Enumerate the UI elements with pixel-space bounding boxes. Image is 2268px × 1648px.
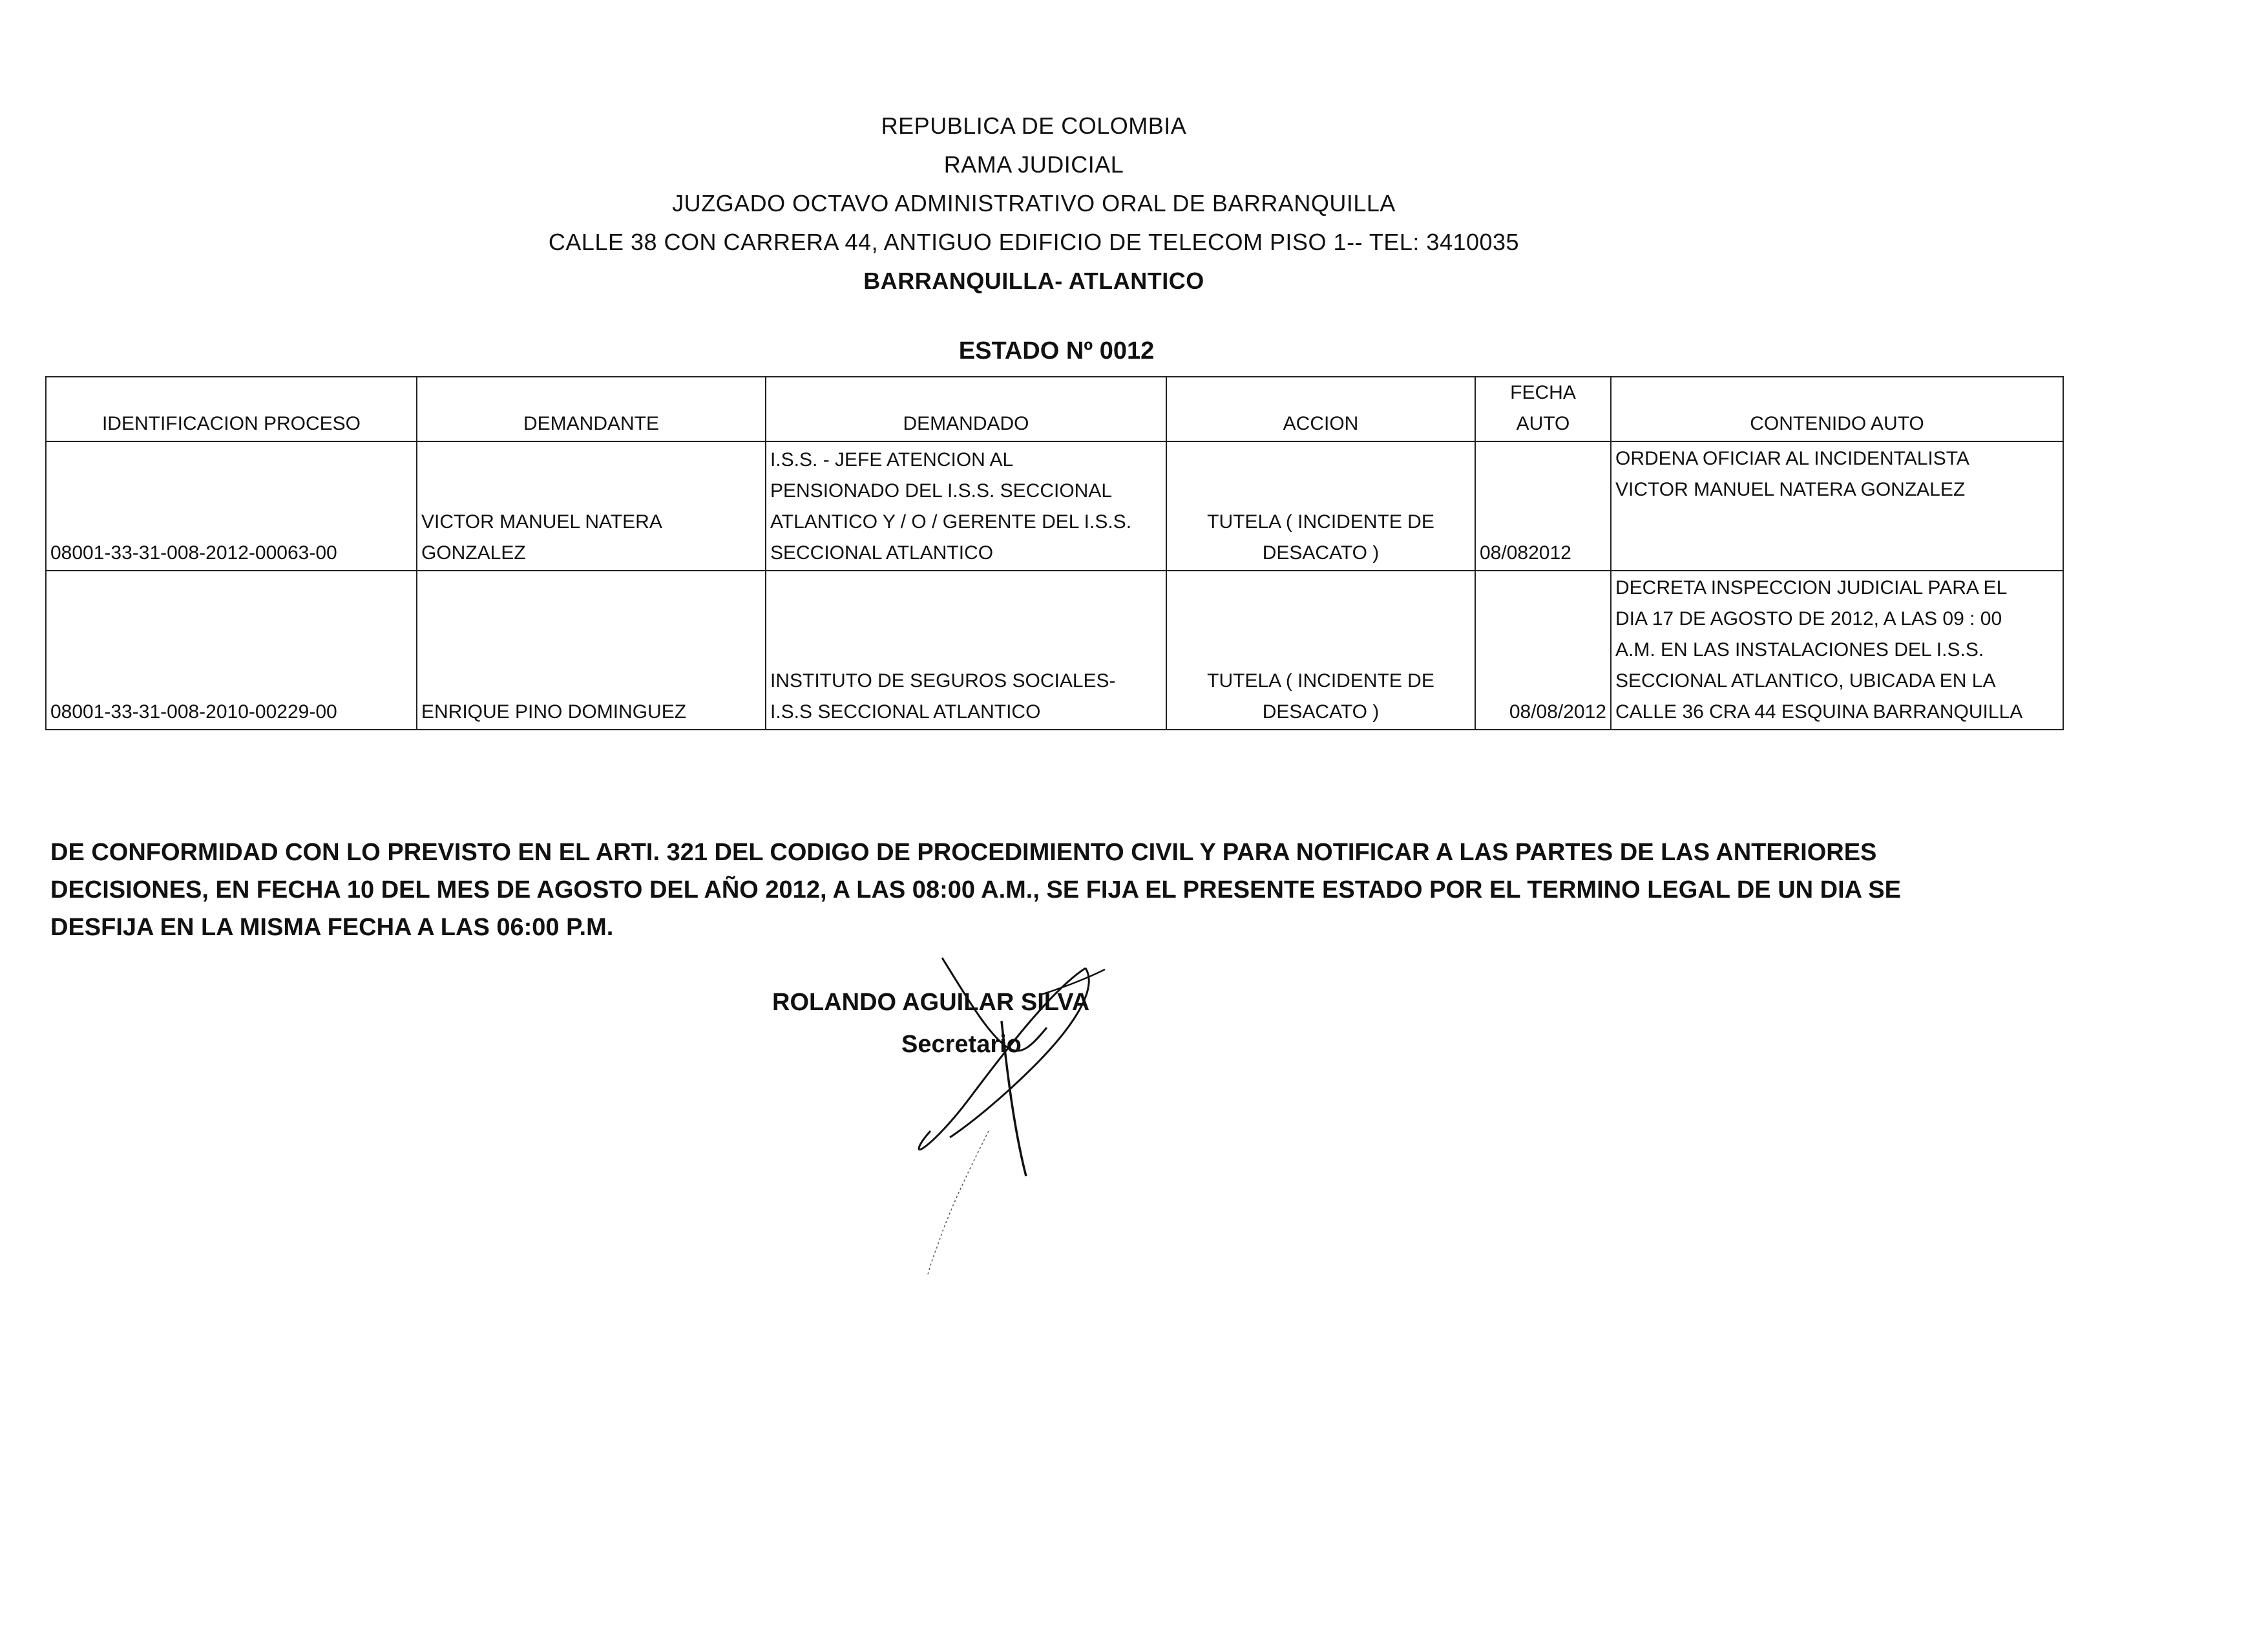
notice-line: DECISIONES, EN FECHA 10 DEL MES DE AGOSTO DEL AÑO 2012, A LAS 08:00 A.M., SE FIJA EL PRESENTE ESTADO POR EL TERMINO LEGAL DE UN DIA SE <box>50 876 1901 903</box>
header-city: BARRANQUILLA- ATLANTICO <box>863 268 1204 294</box>
cell-line: VICTOR MANUEL NATERA GONZALEZ <box>1615 479 1966 500</box>
cell-demandado <box>766 571 1166 730</box>
cell-accion <box>1166 441 1475 571</box>
handwritten-signature <box>892 950 1111 1280</box>
cell-identificacion: 08001-33-31-008-2010-00229-00 <box>46 571 417 730</box>
col-header-auto: AUTO <box>1516 413 1570 434</box>
col-header-demandante: DEMANDANTE <box>417 377 766 441</box>
cell-contenido <box>1611 441 2063 571</box>
col-header-demandado: DEMANDADO <box>766 377 1166 441</box>
signer-title: Secretario <box>901 1031 1022 1058</box>
col-header-contenido: CONTENIDO AUTO <box>1611 377 2063 441</box>
notice-line: DESFIJA EN LA MISMA FECHA A LAS 06:00 P.M. <box>50 914 614 941</box>
col-header-identificacion: IDENTIFICACION PROCESO <box>46 377 417 441</box>
cell-line: TUTELA ( INCIDENTE DE <box>1207 670 1434 692</box>
cell-line: PENSIONADO DEL I.S.S. SECCIONAL <box>770 480 1113 502</box>
cell-fecha-auto: 08/082012 <box>1475 441 1611 571</box>
document-header <box>0 107 2068 301</box>
col-header-accion: ACCION <box>1166 377 1475 441</box>
cell-line: DESACATO ) <box>1262 542 1380 564</box>
cell-contenido <box>1611 571 2063 730</box>
col-header-fecha: FECHA <box>1510 382 1576 403</box>
cell-demandado <box>766 441 1166 571</box>
table-header-row <box>46 377 2063 441</box>
cell-line: SECCIONAL ATLANTICO, UBICADA EN LA <box>1615 670 1996 692</box>
cell-accion <box>1166 571 1475 730</box>
cell-line: GONZALEZ <box>421 542 526 564</box>
cell-line: ORDENA OFICIAR AL INCIDENTALISTA <box>1615 448 1969 469</box>
cell-line: ATLANTICO Y / O / GERENTE DEL I.S.S. <box>770 511 1132 533</box>
header-branch: RAMA JUDICIAL <box>943 151 1124 178</box>
estado-title: ESTADO Nº 0012 <box>958 337 1155 364</box>
estado-table <box>45 376 2064 730</box>
cell-line: DECRETA INSPECCION JUDICIAL PARA EL <box>1615 577 2008 598</box>
header-address: CALLE 38 CON CARRERA 44, ANTIGUO EDIFICIO DE TELECOM PISO 1-- TEL: 3410035 <box>548 229 1520 255</box>
cell-line: VICTOR MANUEL NATERA <box>421 511 662 533</box>
cell-line: A.M. EN LAS INSTALACIONES DEL I.S.S. <box>1615 639 1984 660</box>
cell-identificacion: 08001-33-31-008-2012-00063-00 <box>46 441 417 571</box>
table-row <box>46 571 2063 730</box>
header-country: REPUBLICA DE COLOMBIA <box>881 112 1187 139</box>
cell-line: INSTITUTO DE SEGUROS SOCIALES- <box>770 670 1116 692</box>
cell-line: DIA 17 DE AGOSTO DE 2012, A LAS 09 : 00 <box>1615 608 2002 629</box>
signer-name: ROLANDO AGUILAR SILVA <box>772 989 1090 1016</box>
notice-paragraph <box>50 834 1989 946</box>
notice-line: DE CONFORMIDAD CON LO PREVISTO EN EL ARTI. 321 DEL CODIGO DE PROCEDIMIENTO CIVIL Y PARA NOTIFICAR A LAS PARTES DE LAS ANTERIORES <box>50 839 1877 866</box>
cell-demandante: ENRIQUE PINO DOMINGUEZ <box>417 571 766 730</box>
cell-line: SECCIONAL ATLANTICO <box>770 542 994 564</box>
table-row <box>46 441 2063 571</box>
cell-line: TUTELA ( INCIDENTE DE <box>1207 511 1434 533</box>
cell-line: I.S.S. - JEFE ATENCION AL <box>770 449 1014 470</box>
cell-line: I.S.S SECCIONAL ATLANTICO <box>770 701 1041 723</box>
cell-fecha-auto: 08/08/2012 <box>1475 571 1611 730</box>
header-court: JUZGADO OCTAVO ADMINISTRATIVO ORAL DE BARRANQUILLA <box>672 190 1396 217</box>
cell-demandante <box>417 441 766 571</box>
cell-line: CALLE 36 CRA 44 ESQUINA BARRANQUILLA <box>1615 701 2023 723</box>
col-header-fecha-auto <box>1475 377 1611 441</box>
cell-line: DESACATO ) <box>1262 701 1380 723</box>
